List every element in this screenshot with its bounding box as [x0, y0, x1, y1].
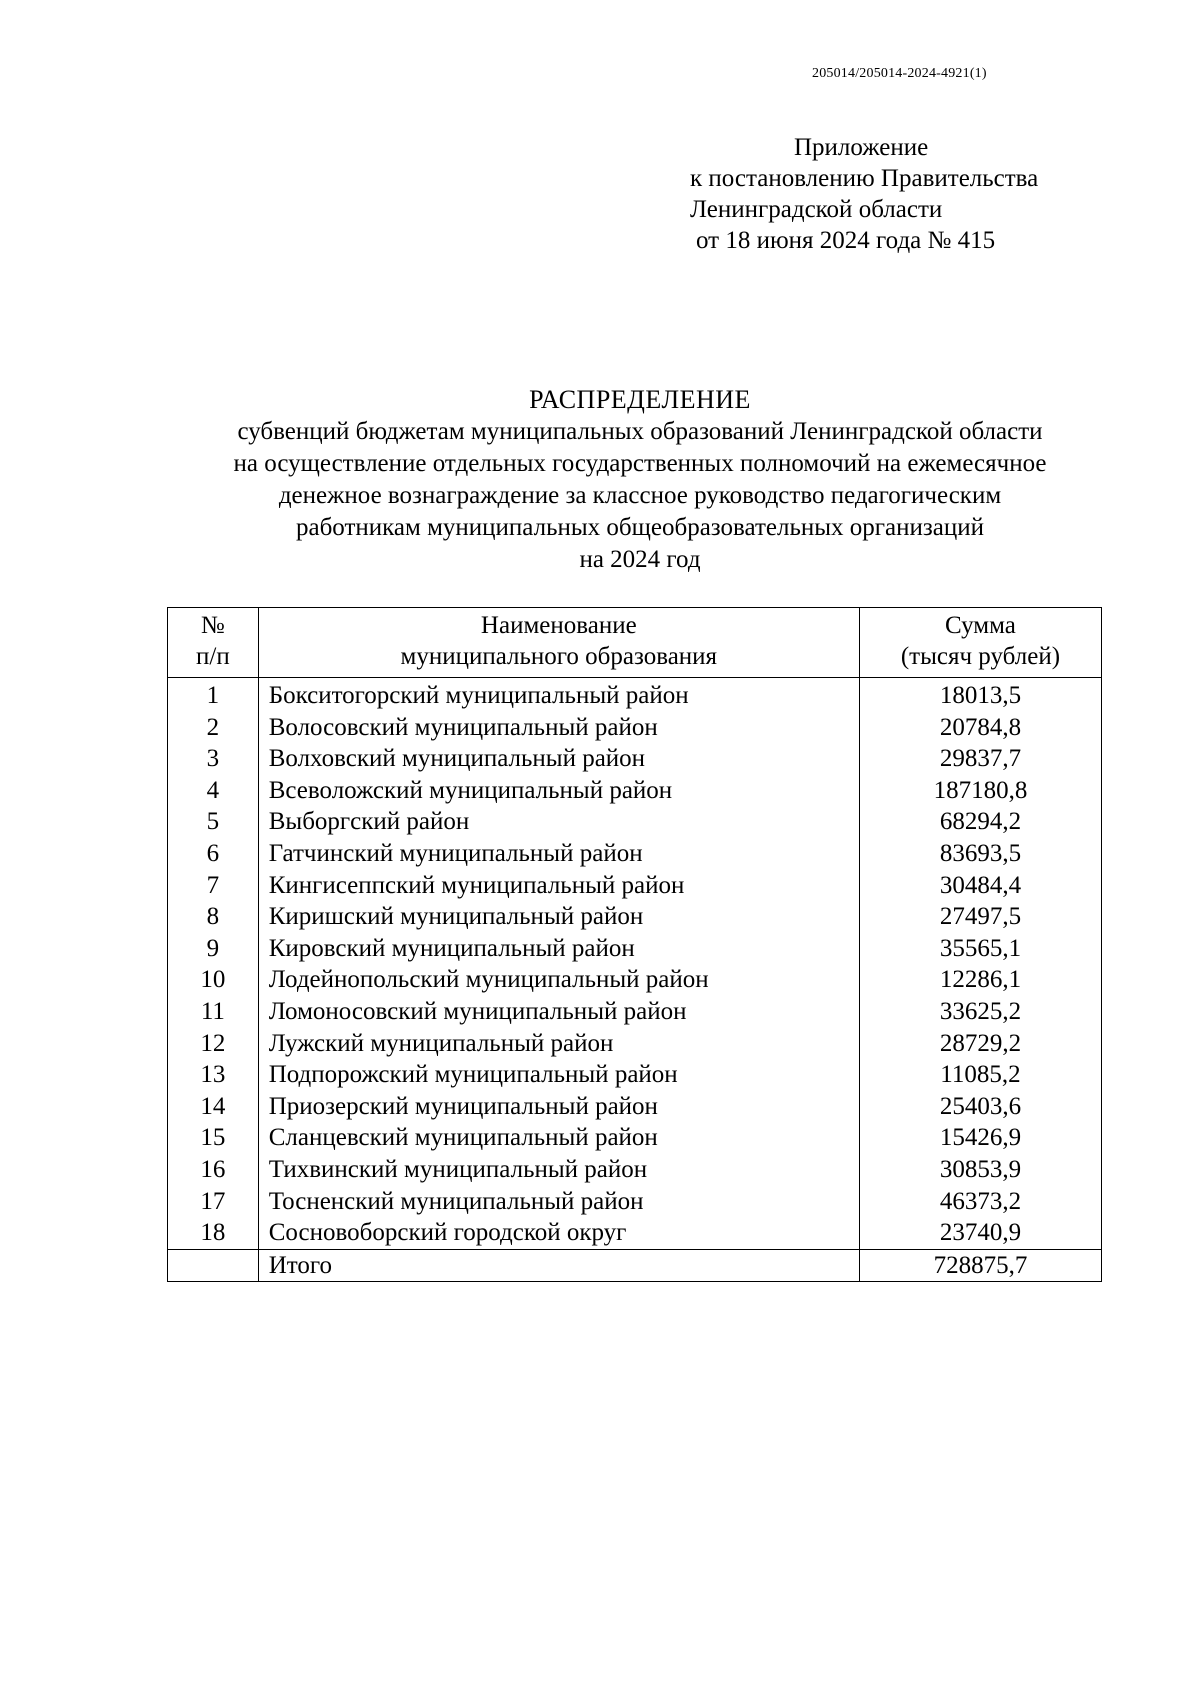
row-municipality: Лужский муниципальный район: [258, 1028, 859, 1060]
row-number: 3: [168, 743, 259, 775]
row-sum: 187180,8: [859, 775, 1101, 807]
row-sum: 30484,4: [859, 870, 1101, 902]
header-number-line2: п/п: [196, 643, 230, 670]
row-number: 13: [168, 1059, 259, 1091]
row-sum: 46373,2: [859, 1186, 1101, 1218]
table-row: [168, 678, 1102, 712]
table-row: [168, 1186, 1102, 1218]
total-label: Итого: [258, 1249, 859, 1281]
row-sum: 12286,1: [859, 964, 1101, 996]
annex-date: от 18 июня 2024 года № 415: [696, 227, 996, 254]
row-number: 15: [168, 1122, 259, 1154]
row-number: 5: [168, 806, 259, 838]
table-row: [168, 1059, 1102, 1091]
row-sum: 15426,9: [859, 1122, 1101, 1154]
row-municipality: Приозерский муниципальный район: [258, 1091, 859, 1123]
row-sum: 27497,5: [859, 901, 1101, 933]
document-subtitle-line: на 2024 год: [579, 546, 701, 573]
document-subtitle-line: на осуществление отдельных государственных полномочий на ежемесячное: [233, 450, 1047, 477]
row-sum: 35565,1: [859, 933, 1101, 965]
row-number: 16: [168, 1154, 259, 1186]
total-sum: 728875,7: [859, 1249, 1101, 1281]
row-number: 18: [168, 1217, 259, 1249]
row-municipality: Выборгский район: [258, 806, 859, 838]
row-municipality: Ломоносовский муниципальный район: [258, 996, 859, 1028]
row-number: 6: [168, 838, 259, 870]
distribution-table: [167, 607, 1102, 1282]
table-row: [168, 901, 1102, 933]
table-row: [168, 1028, 1102, 1060]
row-sum: 68294,2: [859, 806, 1101, 838]
row-municipality: Подпорожский муниципальный район: [258, 1059, 859, 1091]
row-municipality: Кингисеппский муниципальный район: [258, 870, 859, 902]
row-municipality: Лодейнопольский муниципальный район: [258, 964, 859, 996]
document-id: 205014/205014-2024-4921(1): [812, 66, 987, 81]
row-number: 2: [168, 712, 259, 744]
row-number: 14: [168, 1091, 259, 1123]
total-number-cell: [168, 1249, 259, 1281]
table-row: [168, 1122, 1102, 1154]
document-subtitle-line: субвенций бюджетам муниципальных образований Ленинградской области: [237, 418, 1043, 445]
row-sum: 20784,8: [859, 712, 1101, 744]
document-title: РАСПРЕДЕЛЕНИЕ: [529, 385, 751, 414]
header-sum: [859, 608, 1101, 678]
table-header-row: [168, 608, 1102, 678]
row-number: 11: [168, 996, 259, 1028]
table-row: [168, 712, 1102, 744]
table-row: [168, 838, 1102, 870]
row-municipality: Тихвинский муниципальный район: [258, 1154, 859, 1186]
table-total-row: [168, 1249, 1102, 1281]
row-sum: 29837,7: [859, 743, 1101, 775]
row-municipality: Волховский муниципальный район: [258, 743, 859, 775]
table-body: [168, 678, 1102, 1250]
row-sum: 33625,2: [859, 996, 1101, 1028]
row-sum: 28729,2: [859, 1028, 1101, 1060]
table-row: [168, 1217, 1102, 1249]
table-row: [168, 775, 1102, 807]
row-municipality: Кировский муниципальный район: [258, 933, 859, 965]
header-name-line2: муниципального образования: [400, 643, 718, 670]
header-number-line1: №: [200, 612, 225, 639]
row-sum: 11085,2: [859, 1059, 1101, 1091]
document-subtitle-line: работникам муниципальных общеобразовательных организаций: [295, 514, 984, 541]
annex-block: [690, 132, 1038, 256]
document-subtitle-line: денежное вознаграждение за классное руководство педагогическим: [278, 482, 1002, 509]
row-number: 8: [168, 901, 259, 933]
row-number: 4: [168, 775, 259, 807]
row-sum: 18013,5: [859, 678, 1101, 712]
row-number: 7: [168, 870, 259, 902]
table-row: [168, 996, 1102, 1028]
row-municipality: Сосновоборский городской округ: [258, 1217, 859, 1249]
row-number: 1: [168, 678, 259, 712]
row-sum: 30853,9: [859, 1154, 1101, 1186]
table-row: [168, 1091, 1102, 1123]
header-name-line1: Наименование: [480, 612, 637, 639]
row-number: 12: [168, 1028, 259, 1060]
header-name: [258, 608, 859, 678]
table-row: [168, 933, 1102, 965]
header-number: [168, 608, 259, 678]
row-municipality: Гатчинский муниципальный район: [258, 838, 859, 870]
header-sum-line1: Сумма: [945, 612, 1016, 639]
table-row: [168, 870, 1102, 902]
row-sum: 25403,6: [859, 1091, 1101, 1123]
row-municipality: Бокситогорский муниципальный район: [258, 678, 859, 712]
row-municipality: Сланцевский муниципальный район: [258, 1122, 859, 1154]
row-municipality: Тосненский муниципальный район: [258, 1186, 859, 1218]
table-row: [168, 1154, 1102, 1186]
row-municipality: Волосовский муниципальный район: [258, 712, 859, 744]
row-number: 17: [168, 1186, 259, 1218]
table-row: [168, 743, 1102, 775]
table-row: [168, 806, 1102, 838]
row-municipality: Всеволожский муниципальный район: [258, 775, 859, 807]
row-sum: 23740,9: [859, 1217, 1101, 1249]
document-title-block: [0, 384, 1200, 576]
header-sum-line2: (тысяч рублей): [900, 643, 1061, 670]
annex-region: Ленинградской области: [690, 196, 943, 223]
row-sum: 83693,5: [859, 838, 1101, 870]
row-municipality: Киришский муниципальный район: [258, 901, 859, 933]
row-number: 10: [168, 964, 259, 996]
table-row: [168, 964, 1102, 996]
row-number: 9: [168, 933, 259, 965]
annex-resolution: к постановлению Правительства: [690, 165, 1039, 192]
annex-label: Приложение: [794, 134, 929, 161]
